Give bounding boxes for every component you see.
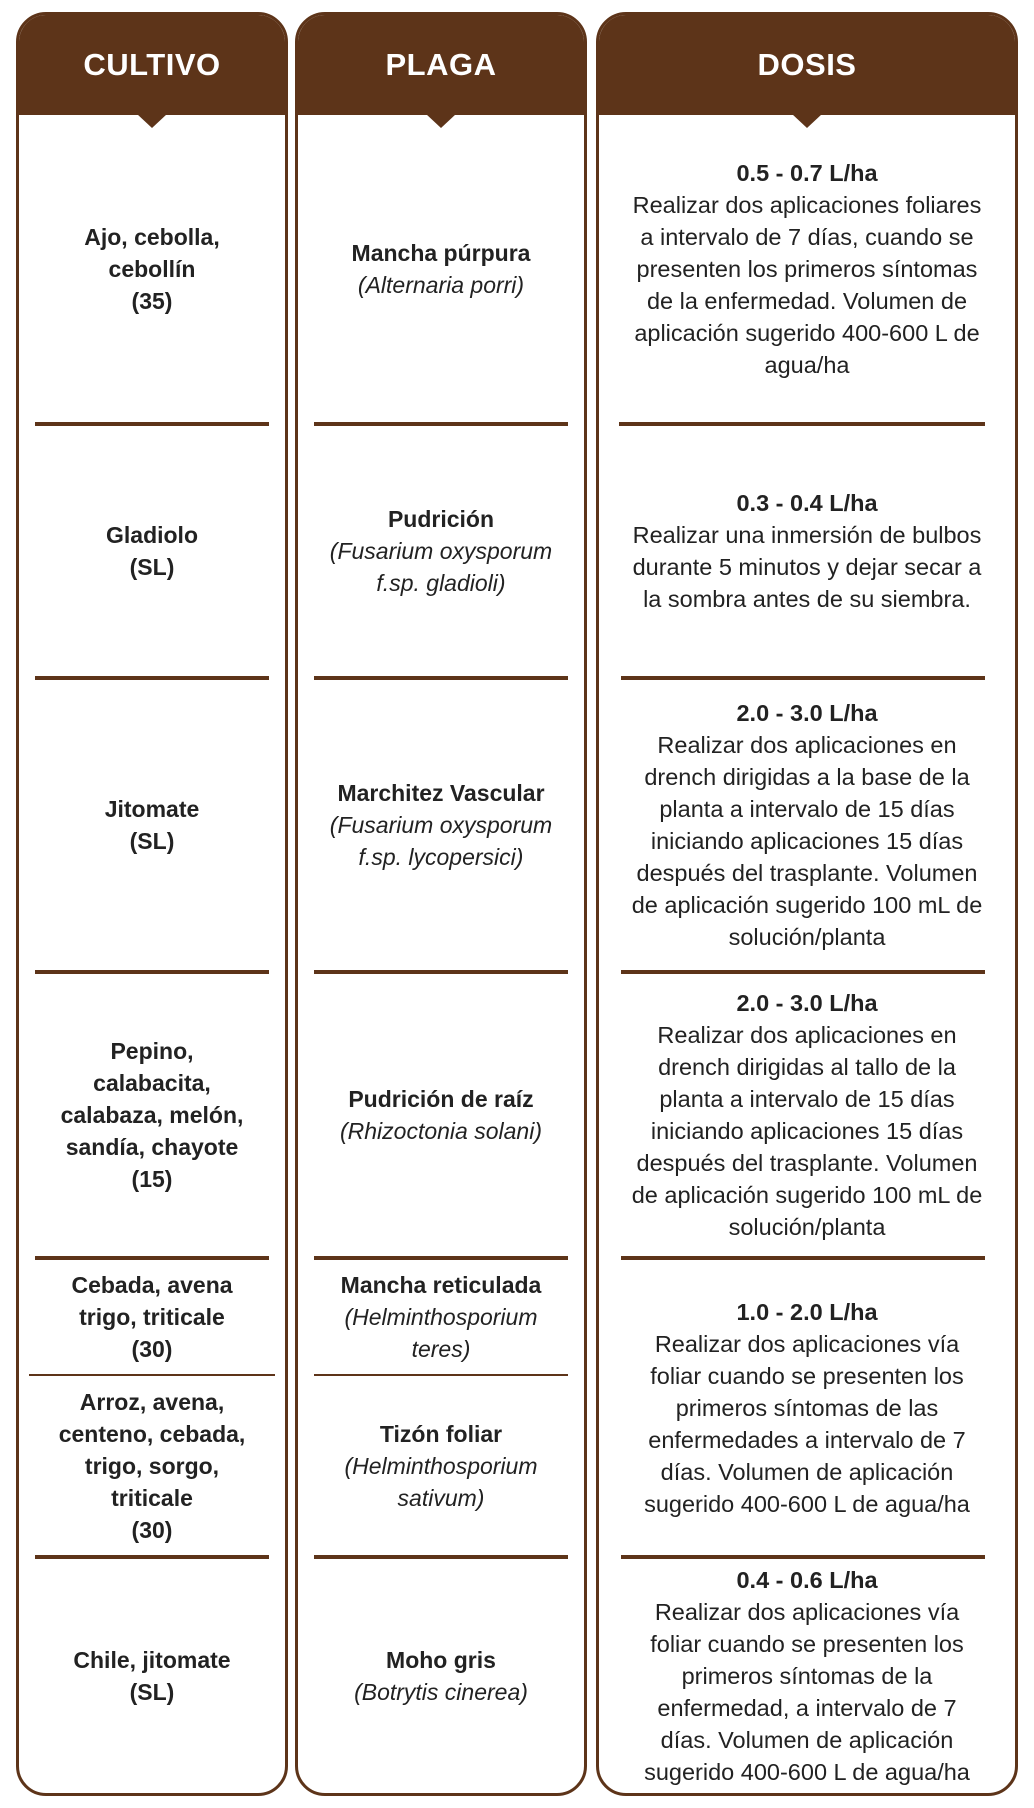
dosis-column [596, 12, 1018, 1796]
cultivo-cell: Pepino, calabacita, calabaza, melón, sandía, chayote (15) [60, 1038, 244, 1192]
plaga-scientific-name: (Fusarium oxysporum f.sp. lycopersici) [329, 812, 553, 870]
cultivo-cell: Ajo, cebolla, cebollín (35) [84, 223, 220, 314]
plaga-scientific-name: (Alternaria porri) [357, 271, 525, 298]
plaga-cell [298, 680, 584, 970]
plaga-name: Mancha reticulada [340, 1271, 542, 1298]
plaga-cell [298, 1376, 584, 1555]
plaga-scientific-name: (Rhizoctonia solani) [340, 1118, 542, 1144]
plaga-name: Tizón foliar [379, 1420, 503, 1447]
plaga-scientific-name: (Botrytis cinerea) [354, 1679, 528, 1705]
dosis-cell [599, 680, 1015, 970]
plaga-name: Mancha púrpura [351, 239, 531, 266]
plaga-cell [298, 1559, 584, 1793]
dosis-instructions: Realizar dos aplicaciones en drench dirigidas a la base de la planta a intervalo de 15 días iniciando aplicaciones 15 días después del trasplante. Volumen de aplicación sugerido 100 mL de solución/planta [631, 732, 983, 950]
dosis-instructions: Realizar dos aplicaciones foliares a intervalo de 7 días, cuando se presenten los primeros síntomas de la enfermedad. Volumen de aplicación sugerido 400-600 L de agua/ha [632, 191, 982, 378]
plaga-header-label: PLAGA [385, 47, 497, 82]
plaga-scientific-name: (Fusarium oxysporum f.sp. gladioli) [329, 538, 553, 596]
dosis-instructions: Realizar dos aplicaciones vía foliar cuando se presenten los primeros síntomas de la enfermedad, a intervalo de 7 días. Volumen de aplicación sugerido 400-600 L de agua/ha [644, 1599, 970, 1785]
dosis-cell [599, 974, 1015, 1256]
plaga-name: Pudrición de raíz [348, 1086, 534, 1112]
plaga-cell [298, 115, 584, 422]
plaga-name: Marchitez Vascular [337, 780, 545, 806]
plaga-header [298, 15, 584, 115]
cultivo-header [19, 15, 285, 115]
dosis-cell [599, 426, 1015, 676]
cultivo-header-label: CULTIVO [83, 47, 221, 82]
cultivo-cell: Chile, jitomate (SL) [73, 1647, 231, 1705]
cultivo-cell: Gladiolo (SL) [106, 522, 198, 580]
dosis-rate: 2.0 - 3.0 L/ha [736, 990, 878, 1016]
dosis-instructions: Realizar dos aplicaciones vía foliar cuando se presenten los primeros síntomas de las enfermedades a intervalo de 7 días. Volumen de aplicación sugerido 400-600 L de agua/ha [644, 1330, 970, 1517]
dosis-cell [599, 1559, 1015, 1793]
dosis-rate: 0.4 - 0.6 L/ha [736, 1567, 878, 1593]
dosis-cell [599, 1260, 1015, 1555]
dosis-rate: 1.0 - 2.0 L/ha [736, 1298, 878, 1325]
dosis-rate: 2.0 - 3.0 L/ha [736, 700, 878, 726]
dosis-header-label: DOSIS [757, 47, 857, 82]
cultivo-cell: Jitomate (SL) [104, 796, 200, 854]
plaga-cell [298, 974, 584, 1256]
plaga-column [295, 12, 587, 1796]
plaga-cell [298, 1260, 584, 1373]
cultivo-column [16, 12, 288, 1796]
plaga-scientific-name: (Helminthosporium teres) [344, 1303, 538, 1362]
cultivo-cell: Cebada, avena trigo, triticale (30) [71, 1271, 233, 1362]
dosis-header [599, 15, 1015, 115]
plaga-name: Moho gris [386, 1647, 496, 1673]
dosis-instructions: Realizar una inmersión de bulbos durante 5 minutos y dejar secar a la sombra antes de su siembra. [632, 522, 982, 612]
dosis-rate: 0.5 - 0.7 L/ha [736, 159, 878, 186]
plaga-cell [298, 426, 584, 676]
dosis-instructions: Realizar dos aplicaciones en drench dirigidas al tallo de la planta a intervalo de 15 días iniciando aplicaciones 15 días después del trasplante. Volumen de aplicación sugerido 100 mL de solución/planta [631, 1022, 983, 1240]
plaga-scientific-name: (Helminthosporium sativum) [344, 1452, 538, 1511]
dosis-cell [599, 115, 1015, 422]
cultivo-cell: Arroz, avena, centeno, cebada, trigo, sorgo, triticale (30) [58, 1388, 246, 1543]
plaga-name: Pudrición [387, 506, 495, 532]
dosis-rate: 0.3 - 0.4 L/ha [736, 490, 878, 516]
